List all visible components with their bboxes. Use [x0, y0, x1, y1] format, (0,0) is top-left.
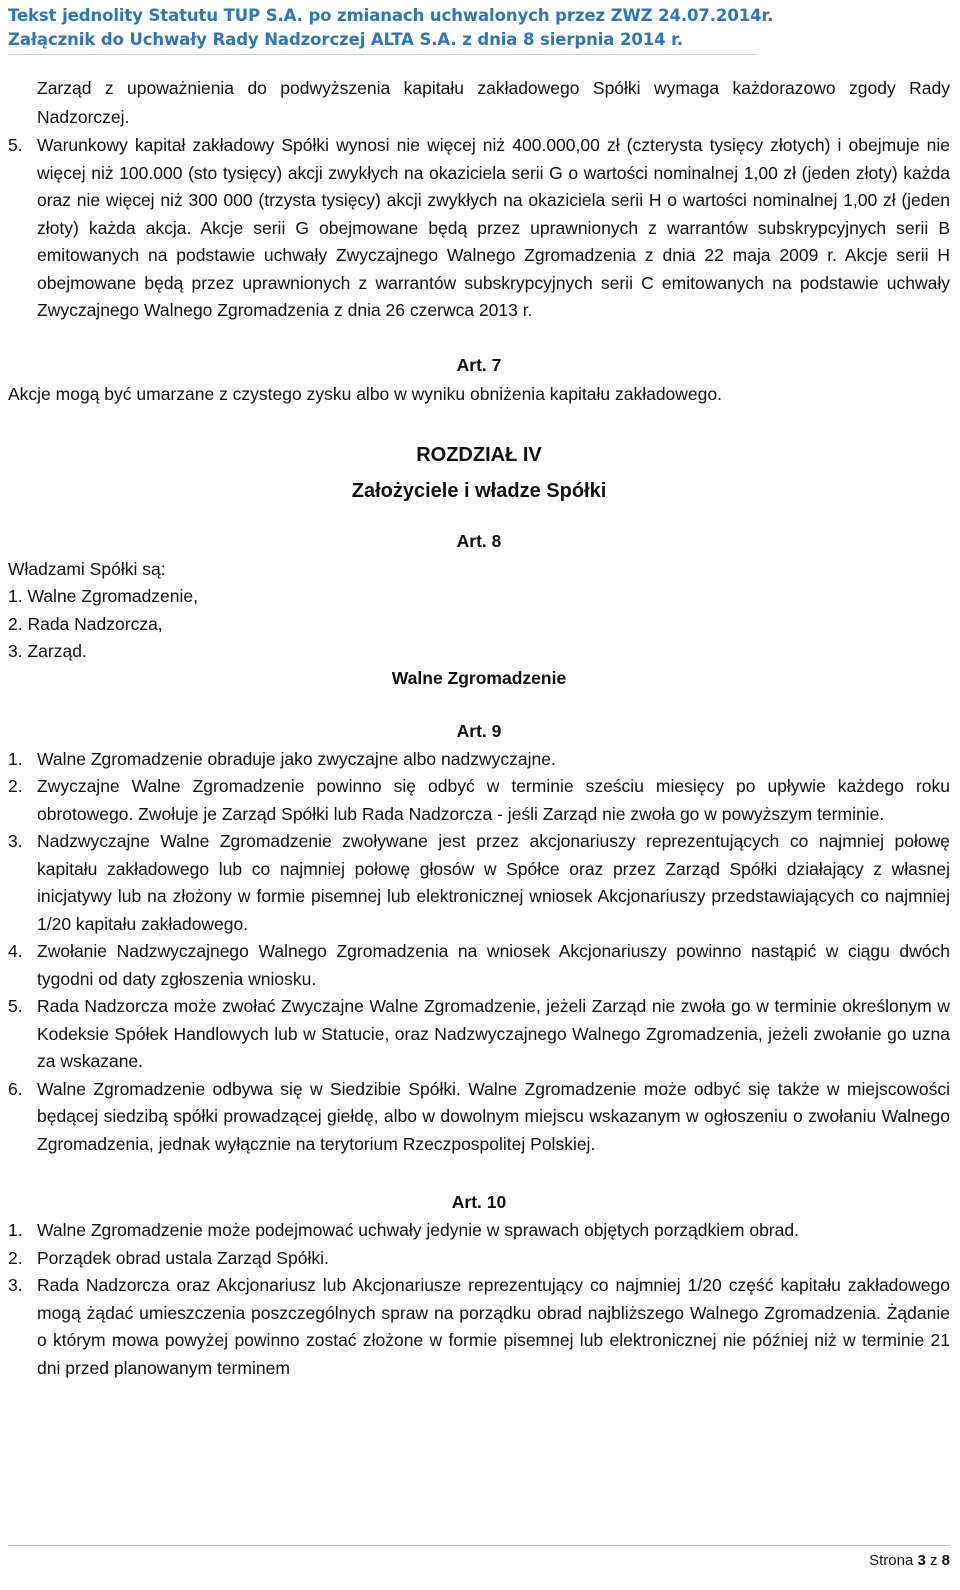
paragraph-board-authorization: Zarząd z upoważnienia do podwyższenia kapitału zakładowego Spółki wymaga każdorazowo zgody Rady Nadzorczej.: [37, 78, 950, 127]
list-item: [8, 1245, 950, 1273]
item-number: 4.: [8, 941, 23, 961]
list-item: [8, 1076, 950, 1159]
page-of: z: [929, 1552, 938, 1569]
list-item: [8, 1272, 950, 1382]
item-number: 2.: [8, 1247, 23, 1268]
total-pages: 8: [941, 1552, 950, 1569]
item-text: Warunkowy kapitał zakładowy Spółki wynosi nie więcej niż 400.000,00 zł (czterysta tysięcy złotych) i obejmuje nie więcej niż 100.000 (sto tysięcy) akcji zwykłych na okaziciela serii G o wartości nominalnej 1,00 zł (jeden złoty) każda oraz nie więcej niż 300 000 (trzysta tysięcy) akcji zwykłych na okaziciela serii H o wartości nominalnej 1,00 zł (jeden złoty) każda akcja. Akcje serii G obejmowane będą przez uprawnionych z warrantów subskrypcyjnych serii B emitowanych na podstawie uchwały Zwyczajnego Walnego Zgromadzenia z dnia 22 maja 2009 r. Akcje serii H obejmowane będą przez uprawnionych z warrantów subskrypcyjnych serii C emitowanych na podstawie uchwały Zwyczajnego Walnego Zgromadzenia z dnia 26 czerwca 2013 r.: [37, 135, 950, 320]
article-9-heading: Art. 9: [456, 720, 502, 741]
conditional-capital-list: [8, 132, 950, 325]
article-9-list: [8, 746, 950, 1159]
item-number: 1.: [8, 1220, 23, 1240]
header-divider: [8, 54, 758, 55]
item-text: Porządek obrad ustala Zarząd Spółki.: [37, 1247, 329, 1268]
item-text: Walne Zgromadzenie odbywa się w Siedzibie Spółki. Walne Zgromadzenie może odbyć się także w miejscowości będącej siedzibą spółki prowadzącej giełdę, albo w dowolnym miejscu wskazanym w ogłoszeniu o zwołaniu Walnego Zgromadzenia, jednak wyłącznie na terytorium Rzeczpospolitej Polskiej.: [37, 1078, 950, 1154]
page-number: [869, 1552, 950, 1569]
current-page: 3: [917, 1552, 926, 1569]
list-item: [8, 1217, 950, 1245]
item-text: Zwyczajne Walne Zgromadzenie powinno się odbyć w terminie sześciu miesięcy po upływie każdego roku obrotowego. Zwołuje je Zarząd Spółki lub Rada Nadzorcza - jeśli Zarząd nie zwoła go w powyższym terminie.: [37, 776, 950, 824]
page-label: Strona: [869, 1552, 914, 1569]
list-item: [8, 828, 950, 938]
article-10-list: [8, 1217, 950, 1382]
document-header: [8, 4, 773, 52]
authority-item-2: 2. Rada Nadzorcza,: [8, 613, 163, 634]
item-text: Walne Zgromadzenie może podejmować uchwały jedynie w sprawach objętych porządkiem obrad.: [37, 1220, 799, 1240]
list-item: [8, 773, 950, 828]
document-body: [8, 74, 950, 1382]
item-number: 3.: [8, 1275, 23, 1295]
item-number: 3.: [8, 831, 23, 851]
section-title: Walne Zgromadzenie: [391, 667, 567, 688]
chapter-subtitle: Założyciele i władze Spółki: [351, 479, 607, 502]
list-item: [8, 993, 950, 1076]
item-text: Zwołanie Nadzwyczajnego Walnego Zgromadzenia na wniosek Akcjonariuszy powinno nastąpić w ciągu dwóch tygodni od daty zgłoszenia wniosku.: [37, 941, 950, 989]
header-line-2: Załącznik do Uchwały Rady Nadzorczej ALTA S.A. z dnia 8 sierpnia 2014 r.: [8, 30, 683, 49]
item-number: 5.: [8, 135, 23, 155]
list-item: [8, 938, 950, 993]
item-text: Rada Nadzorcza może zwołać Zwyczajne Walne Zgromadzenie, jeżeli Zarząd nie zwoła go w terminie określonym w Kodeksie Spółek Handlowych lub w Statucie, oraz Nadzwyczajnego Walnego Zgromadzenia, jeżeli zwołanie go uzna za wskazane.: [37, 996, 950, 1071]
item-number: 6.: [8, 1078, 23, 1099]
footer-divider: [8, 1545, 950, 1546]
authority-item-3: 3. Zarząd.: [8, 641, 87, 661]
list-item: [8, 746, 950, 774]
item-number: 5.: [8, 996, 23, 1016]
chapter-title: ROZDZIAŁ IV: [416, 443, 542, 466]
article-8-heading: Art. 8: [456, 530, 502, 551]
item-text: Nadzwyczajne Walne Zgromadzenie zwoływane jest przez akcjonariuszy reprezentujących co najmniej połowę kapitału zakładowego lub co najmniej połowę głosów w Spółce oraz przez Zarząd Spółki działający z własnej inicjatywy lub na złożony w formie pisemnej lub elektronicznej wniosek Akcjonariuszy przedstawiających co najmniej 1/20 kapitału zakładowego.: [37, 831, 950, 934]
item-number: 2.: [8, 776, 23, 796]
item-text: Rada Nadzorcza oraz Akcjonariusz lub Akcjonariusze reprezentujący co najmniej 1/20 część kapitału zakładowego mogą żądać umieszczenia poszczególnych spraw na porządku obrad najbliższego Walnego Zgromadzenia. Żądanie o którym mowa powyżej powinno zostać złożone w formie pisemnej lub elektronicznej nie później niż w terminie 21 dni przed planowanym terminem: [37, 1275, 950, 1378]
header-line-1: Tekst jednolity Statutu TUP S.A. po zmianach uchwalonych przez ZWZ 24.07.2014r.: [8, 6, 774, 25]
article-8-intro: Władzami Spółki są:: [8, 558, 166, 579]
item-number: 1.: [8, 748, 23, 769]
item-text: Walne Zgromadzenie obraduje jako zwyczajne albo nadzwyczajne.: [37, 748, 556, 769]
article-10-heading: Art. 10: [451, 1192, 507, 1212]
conditional-capital-item: [8, 132, 950, 325]
authority-item-1: 1. Walne Zgromadzenie,: [8, 586, 198, 606]
article-7-text: Akcje mogą być umarzane z czystego zysku albo w wyniku obniżenia kapitału zakładowego.: [8, 383, 722, 404]
article-7-heading: Art. 7: [456, 354, 502, 375]
